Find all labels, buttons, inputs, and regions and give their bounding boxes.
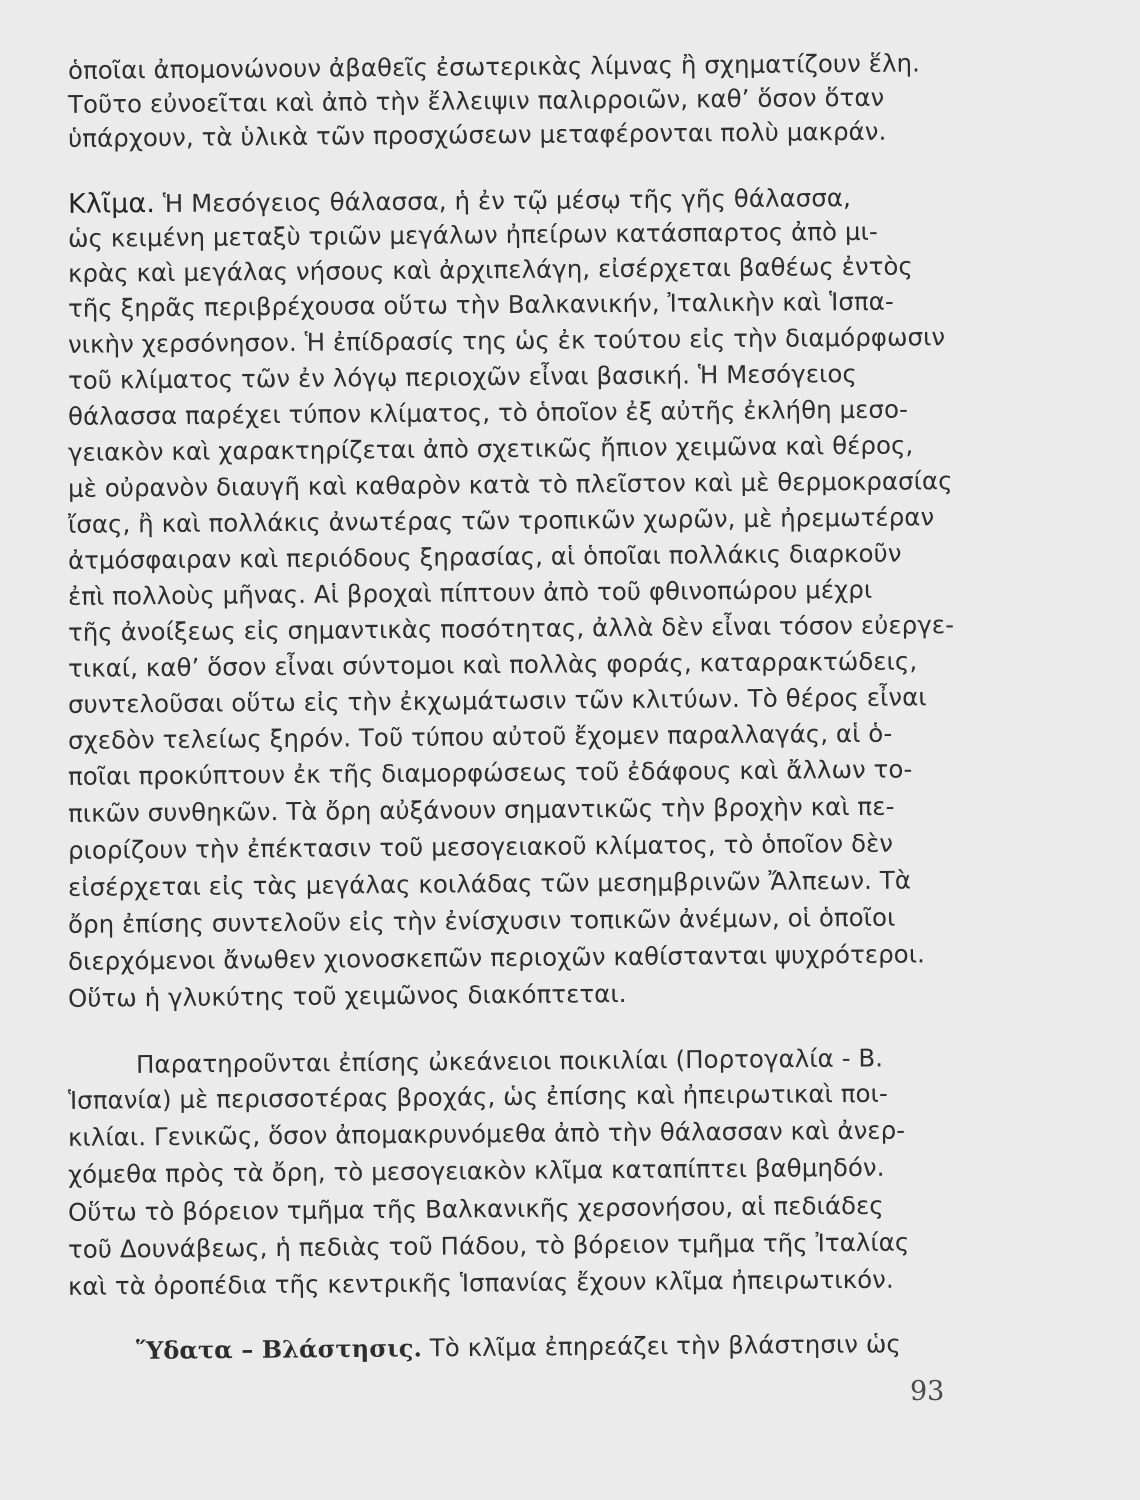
text-line: θάλασσα παρέχει τύπον κλίματος, τὸ ὁποῖον ἐξ αὐτῆς ἐκλήθη μεσο- [67,394,909,431]
text-line: τῆς ξηρᾶς περιβρέχουσα οὕτω τὴν Βαλκανικήν, Ἰταλικὴν καὶ Ἱσπα- [67,286,894,323]
section-first-line [68,182,948,220]
text-line: καὶ τὰ ὀροπέδια τῆς κεντρικῆς Ἱσπανίας ἔχουν κλῖμα ἠπειρωτικόν. [67,1264,894,1301]
text-line: διερχόμενοι ἄνωθεν χιονοσκεπῶν περιοχῶν καθίστανται ψυχρότεροι. [67,939,926,976]
text-line: ριορίζουν τὴν ἐπέκτασιν τοῦ μεσογειακοῦ κλίματος, τὸ ὁποῖον δὲν [67,828,894,865]
text-line: νικὴν χερσόνησον. Ἡ ἐπίδρασίς της ὡς ἐκ τούτου εἰς τὴν διαμόρφωσιν [67,322,946,359]
text-line: τοῦ κλίματος τῶν ἐν λόγῳ περιοχῶν εἶναι βασική. Ἡ Μεσόγειος [67,358,857,395]
text-line: μὲ οὐρανὸν διαυγῆ καὶ καθαρὸν κατὰ τὸ πλεῖστον καὶ μὲ θερμοκρασίας [67,466,953,503]
text-line: πικῶν συνθηκῶν. Τὰ ὄρη αὐξάνουν σημαντικῶς τὴν βροχὴν καὶ πε- [67,791,895,828]
text-line: Τοῦτο εὐνοεῖται καὶ ἀπὸ τὴν ἔλλειψιν παλιρροιῶν, καθ’ ὅσον ὅταν [67,82,885,119]
text-line: Οὕτω ἡ γλυκύτης τοῦ χειμῶνος διακόπτεται. [67,978,627,1013]
text-line: Οὕτω τὸ βόρειον τμῆμα τῆς Βαλκανικῆς χερσονήσου, αἱ πεδιάδες [67,1190,884,1227]
section-first-line [136,1328,1016,1366]
text-line: ὁποῖαι ἀπομονώνουν ἀβαθεῖς ἐσωτερικὰς λίμνας ἢ σχηματίζουν ἕλη. [67,48,921,85]
text-line: ὡς κειμένη μεταξὺ τριῶν μεγάλων ἠπείρων κατάσπαρτος ἀπὸ μι- [67,216,878,253]
text-line: ποῖαι προκύπτουν ἐκ τῆς διαμορφώσεως τοῦ ἐδάφους καὶ ἄλλων το- [67,754,913,791]
text-line: ἐπὶ πολλοὺς μῆνας. Αἱ βροχαὶ πίπτουν ἀπὸ τοῦ φθινοπώρου μέχρι [67,574,873,611]
section-heading-hydata: Ὕδατα – Βλάστησις. [135,1333,423,1365]
text-line: γειακὸν καὶ χαρακτηρίζεται ἀπὸ σχετικῶς ἤπιον χειμῶνα καὶ θέρος, [67,430,914,467]
text-line: εἰσέρχεται εἰς τὰς μεγάλας κοιλάδας τῶν μεσημβρινῶν Ἄλπεων. Τὰ [67,865,912,902]
text-line: ἀτμόσφαιραν καὶ περιόδους ξηρασίας, αἱ ὁποῖαι πολλάκις διαρκοῦν [67,538,902,575]
text-line: ὑπάρχουν, τὰ ὑλικὰ τῶν προσχώσεων μεταφέρονται πολὺ μακράν. [67,116,887,153]
text-line: κιλίαι. Γενικῶς, ὅσον ἀπομακρυνόμεθα ἀπὸ τὴν θάλασσαν καὶ ἀνερ- [67,1115,906,1152]
text-line: σχεδὸν τελείως ξηρόν. Τοῦ τύπου αὐτοῦ ἔχομεν παραλλαγάς, αἱ ὁ- [67,718,893,755]
text-line-rest: Ἡ Μεσόγειος θάλασσα, ἡ ἐν τῷ μέσῳ τῆς γῆς θάλασσα, [162,183,851,219]
text-line: κρὰς καὶ μεγάλας νήσους καὶ ἀρχιπελάγη, εἰσέρχεται βαθέως ἐντὸς [67,251,914,288]
text-line: χόμεθα πρὸς τὰ ὄρη, τὸ μεσογειακὸν κλῖμα καταπίπτει βαθμηδόν. [67,1152,885,1189]
text-line: τικαί, καθ’ ὅσον εἶναι σύντομοι καὶ πολλὰς φοράς, καταρρακτώδεις, [67,646,918,683]
text-line: τοῦ Δουνάβεως, ἡ πεδιὰς τοῦ Πάδου, τὸ βόρειον τμῆμα τῆς Ἰταλίας [67,1227,910,1264]
text-line: τῆς ἀνοίξεως εἰς σημαντικὰς ποσότητας, ἀλλὰ δὲν εἶναι τόσον εὐεργε- [67,610,955,647]
text-line: συντελοῦσαι οὕτω εἰς τὴν ἐκχωμάτωσιν τῶν κλιτύων. Τὸ θέρος εἶναι [67,682,927,719]
text-line: ὄρη ἐπίσης συντελοῦν εἰς τὴν ἐνίσχυσιν τοπικῶν ἀνέμων, οἱ ὁποῖοι [67,902,896,939]
text-line: Ἱσπανία) μὲ περισσοτέρας βροχάς, ὡς ἐπίσης καὶ ἠπειρωτικαὶ ποι- [67,1078,888,1115]
text-line: ἴσας, ἢ καὶ πολλάκις ἀνωτέρας τῶν τροπικῶν χωρῶν, μὲ ἠρεμωτέραν [67,502,935,539]
text-line-rest: Τὸ κλῖμα ἐπηρεάζει τὴν βλάστησιν ὡς [429,1329,901,1363]
section-heading-klima: Κλῖμα. [67,188,156,220]
page-number: 93 [910,1376,945,1407]
text-line: Παρατηροῦνται ἐπίσης ὠκεάνειοι ποικιλίαι (Πορτογαλία - Β. [135,1043,884,1079]
